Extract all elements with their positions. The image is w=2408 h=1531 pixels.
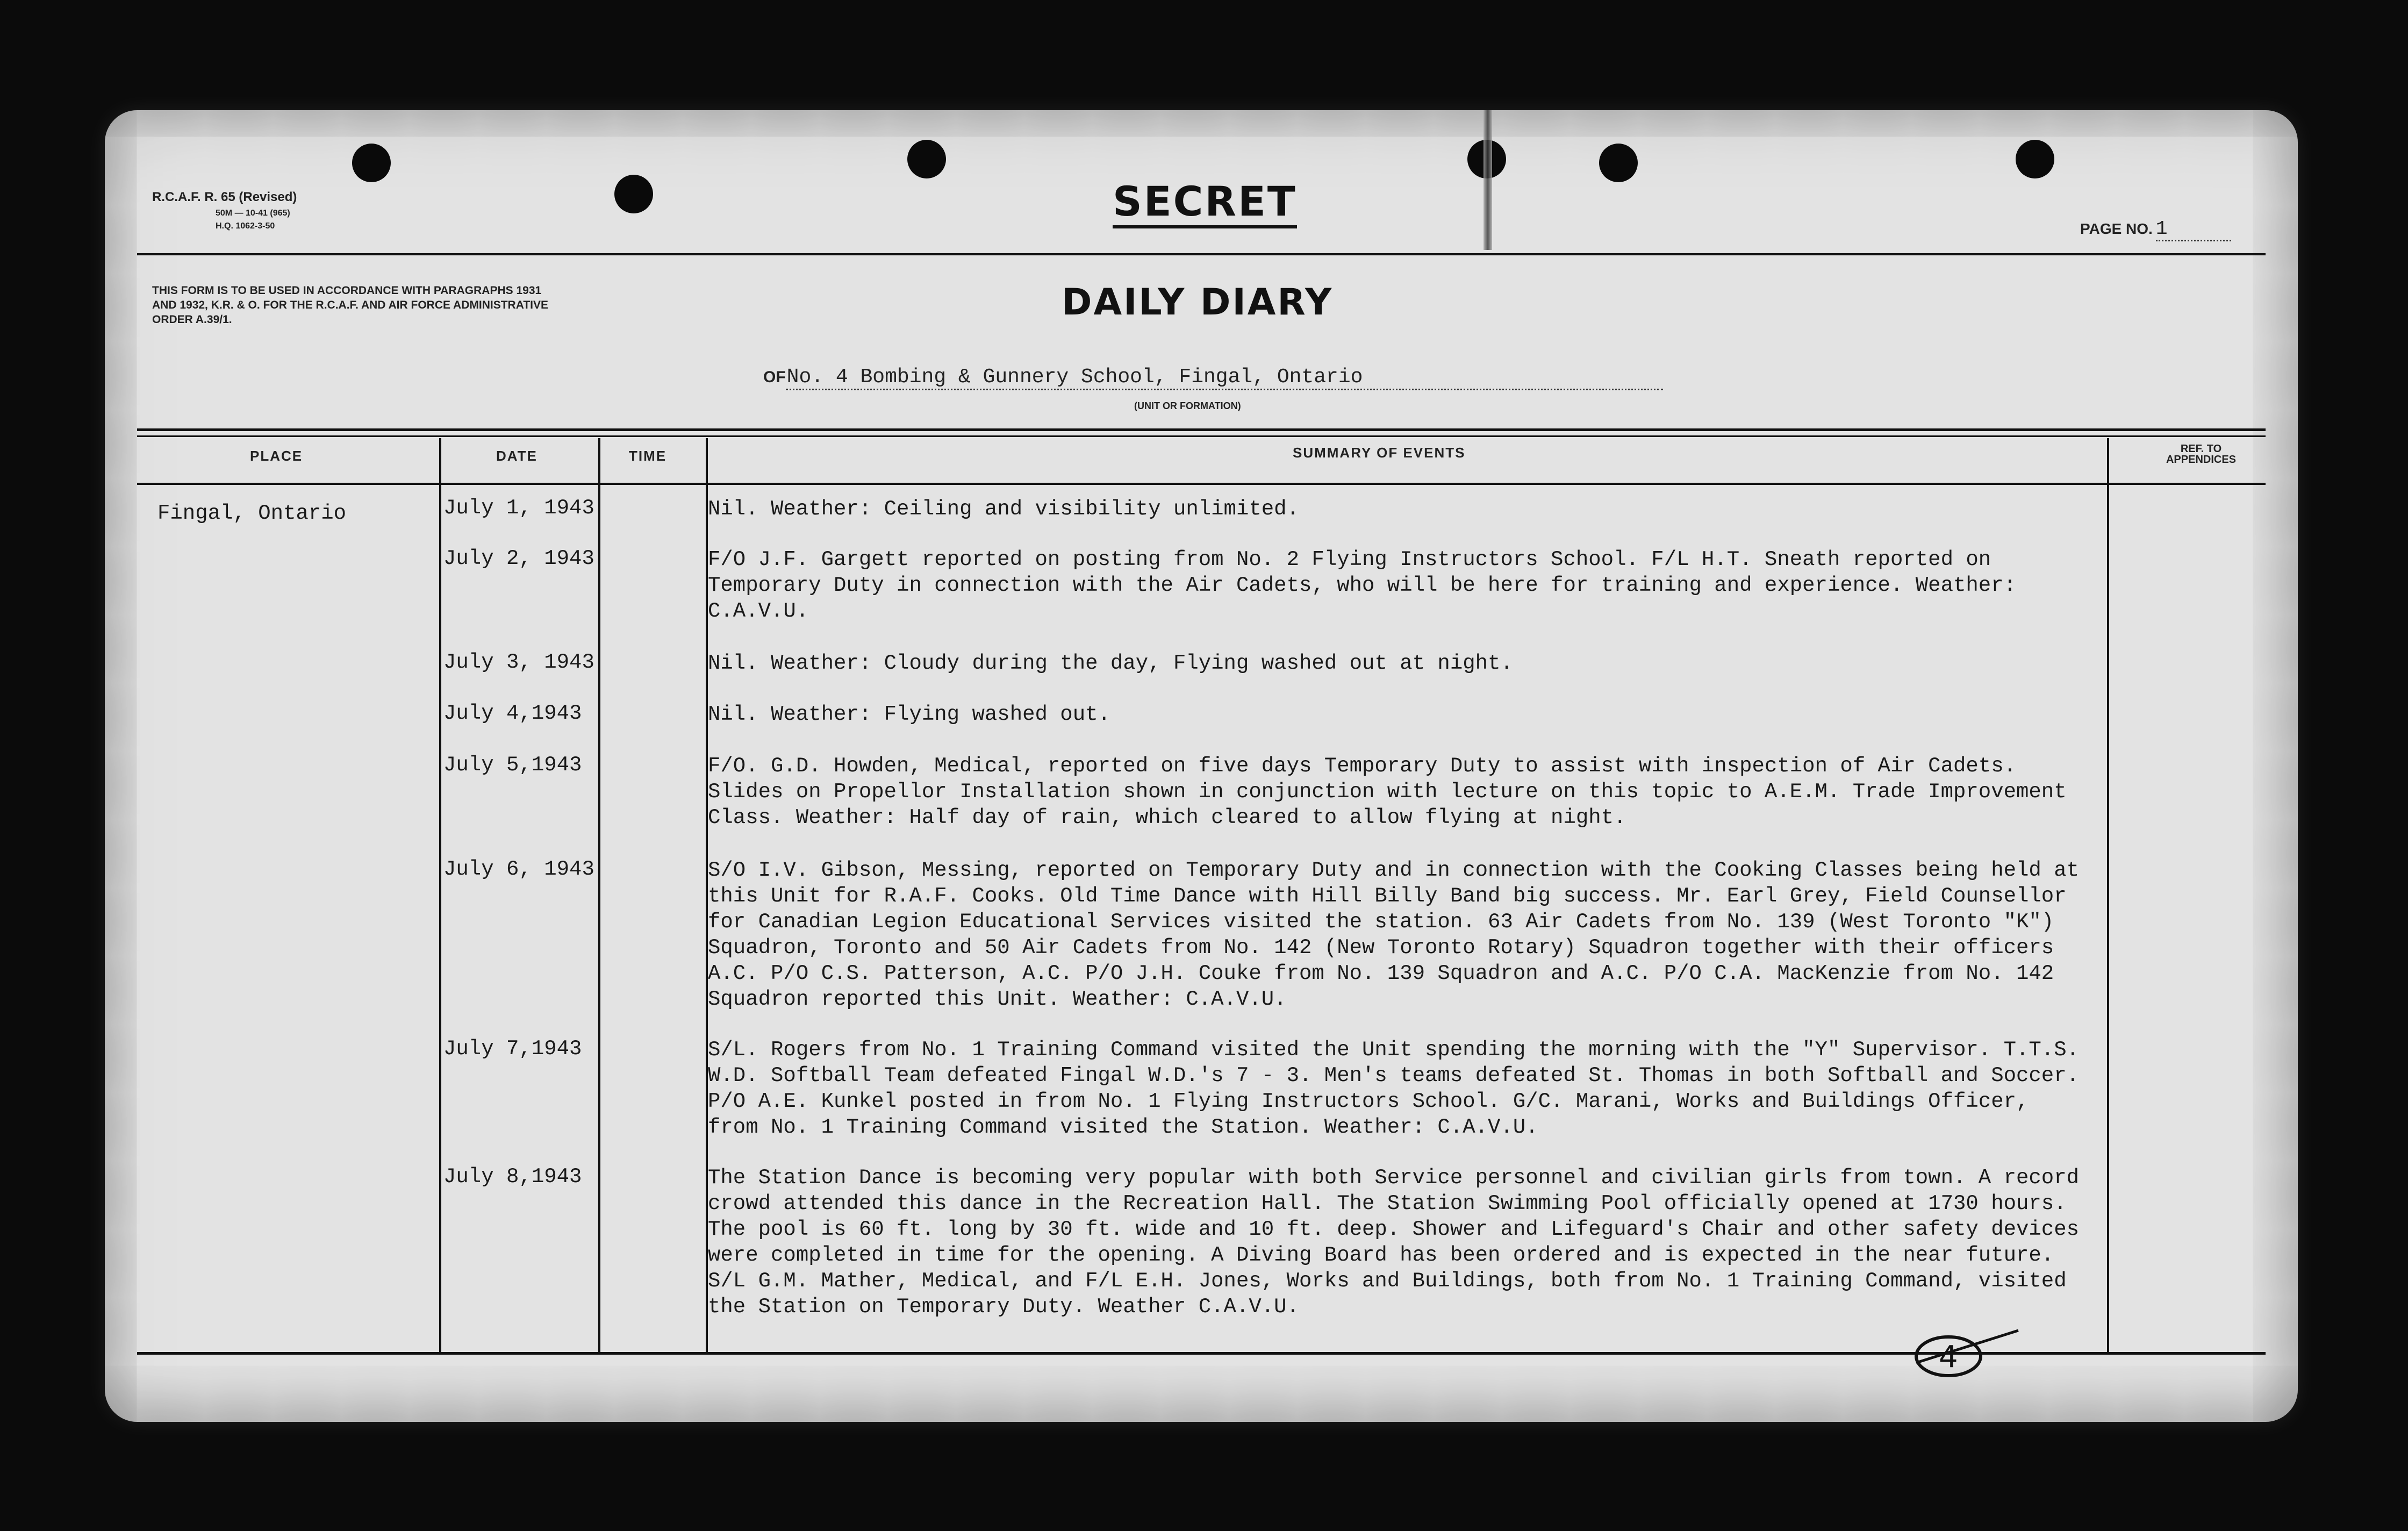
form-notice: THIS FORM IS TO BE USED IN ACCORDANCE WITH PARAGRAPHS 1931 AND 1932, K.R. & O. FOR THE R.C.A.F. AND AIR FORCE ADMINISTRATIVE ORDER A.39/1. bbox=[152, 284, 548, 326]
entry-summary: The Station Dance is becoming very popular with both Service personnel and civilian girls from town. A record crowd attended this dance in the Recreation Hall. The Station Swimming Pool officially opened at 1730 hours. The pool is 60 ft. long by 30 ft. wide and 10 ft. deep. Shower and Lifeguard's Chair and other safety devices were completed in time for the opening. A Diving Board has been ordered and is expected in the near future. S/L G.M. Mather, Medical, and F/L E.H. Jones, Works and Buildings, both from No. 1 Training Command, visited the Station on Temporary Duty. Weather C.A.V.U. bbox=[708, 1166, 2080, 1319]
entry-date: July 6, 1943 bbox=[443, 857, 594, 881]
entry-summary: Nil. Weather: Flying washed out. bbox=[708, 703, 1110, 726]
column-divider bbox=[439, 438, 441, 1352]
classification-stamp: SECRET bbox=[1113, 179, 1297, 228]
paper-crease bbox=[1484, 110, 1492, 250]
punch-hole bbox=[614, 175, 653, 213]
entry-summary: F/O J.F. Gargett reported on posting from No. 2 Flying Instructors School. F/L H.T. Sneath reported on Temporary Duty in connection with the Air Cadets, who will be here for training and experience. Weather: C.A.V.U. bbox=[708, 548, 2016, 623]
column-header-summary: SUMMARY OF EVENTS bbox=[1293, 445, 1466, 461]
column-divider bbox=[2107, 438, 2109, 1352]
place-cell: Fingal, Ontario bbox=[157, 502, 347, 525]
page-title: DAILY DIARY bbox=[1062, 281, 1334, 324]
column-header-ref: REF. TO APPENDICES bbox=[2166, 443, 2237, 466]
entry-summary: Nil. Weather: Cloudy during the day, Flying washed out at night. bbox=[708, 652, 1513, 675]
page-number-value: 1 bbox=[2156, 218, 2231, 241]
unit-of-label: OF bbox=[763, 368, 786, 386]
folio-mark bbox=[1905, 1320, 2024, 1384]
entry-date: July 3, 1943 bbox=[443, 650, 594, 674]
unit-name: No. 4 Bombing & Gunnery School, Fingal, Ontario bbox=[786, 366, 1663, 390]
unit-line bbox=[763, 366, 1663, 390]
entry-date: July 7,1943 bbox=[443, 1037, 582, 1061]
entry-date: July 1, 1943 bbox=[443, 496, 594, 520]
entry-summary: Nil. Weather: Ceiling and visibility unlimited. bbox=[708, 497, 1299, 521]
diary-sheet bbox=[105, 110, 2298, 1422]
table-top-rule-2 bbox=[137, 435, 2266, 437]
entry-summary: S/O I.V. Gibson, Messing, reported on Temporary Duty and in connection with the Cooking Classes being held at this Unit for R.A.F. Cooks. Old Time Dance with Hill Billy Band big success. Mr. Earl Grey, Field Counsellor for Canadian Legion Educational Services visited the station. 63 Air Cadets from No. 139 (West Toronto "K") Squadron, Toronto and 50 Air Cadets from No. 142 (New Toronto Rotary) Squadron together with their officers A.C. P/O C.S. Patterson, A.C. P/O J.H. Couke from No. 139 Squadron and A.C. P/O C.A. MacKenzie from No. 142 Squadron reported this Unit. Weather: C.A.V.U. bbox=[708, 858, 2080, 1011]
form-code-line: 50M — 10-41 (965) bbox=[216, 209, 290, 218]
column-divider bbox=[598, 438, 600, 1352]
header-rule bbox=[137, 253, 2266, 255]
column-header-time: TIME bbox=[629, 448, 667, 464]
entry-summary: S/L. Rogers from No. 1 Training Command visited the Unit spending the morning with the "Y" Supervisor. T.T.S. W.D. Softball Team defeated Fingal W.D.'s 7 - 3. Men's teams defeated St. Thomas in both Softball and Soccer. P/O A.E. Kunkel posted in from No. 1 Flying Instructors School. G/C. Marani, Works and Buildings Officer, from No. 1 Training Command visited the Station. Weather: C.A.V.U. bbox=[708, 1038, 2080, 1139]
entry-date: July 8,1943 bbox=[443, 1165, 582, 1189]
punch-hole bbox=[2016, 140, 2054, 178]
unit-caption: (UNIT OR FORMATION) bbox=[1134, 400, 1241, 411]
form-code: R.C.A.F. R. 65 (Revised) bbox=[152, 190, 297, 204]
column-header-place: PLACE bbox=[250, 448, 303, 464]
form-code-line: H.Q. 1062-3-50 bbox=[216, 221, 275, 231]
table-top-rule bbox=[137, 428, 2266, 431]
punch-hole bbox=[1599, 144, 1638, 182]
entry-date: July 2, 1943 bbox=[443, 547, 594, 570]
page-number bbox=[2080, 218, 2231, 241]
entry-date: July 4,1943 bbox=[443, 702, 582, 725]
header-row-rule bbox=[137, 483, 2266, 485]
punch-hole bbox=[907, 140, 946, 178]
form-code-lines bbox=[216, 207, 290, 233]
column-header-date: DATE bbox=[496, 448, 538, 464]
entry-date: July 5,1943 bbox=[443, 753, 582, 777]
page-number-label: PAGE NO. bbox=[2080, 220, 2153, 237]
punch-hole bbox=[352, 144, 391, 182]
folio-mark-number: 4 bbox=[1939, 1340, 1958, 1375]
entry-summary: F/O. G.D. Howden, Medical, reported on five days Temporary Duty to assist with inspection of Air Cadets. Slides on Propellor Installation shown in conjunction with lecture on this topic to A.E.M. Trade Improvement Class. Weather: Half day of rain, which cleared to allow flying at night. bbox=[708, 754, 2067, 829]
